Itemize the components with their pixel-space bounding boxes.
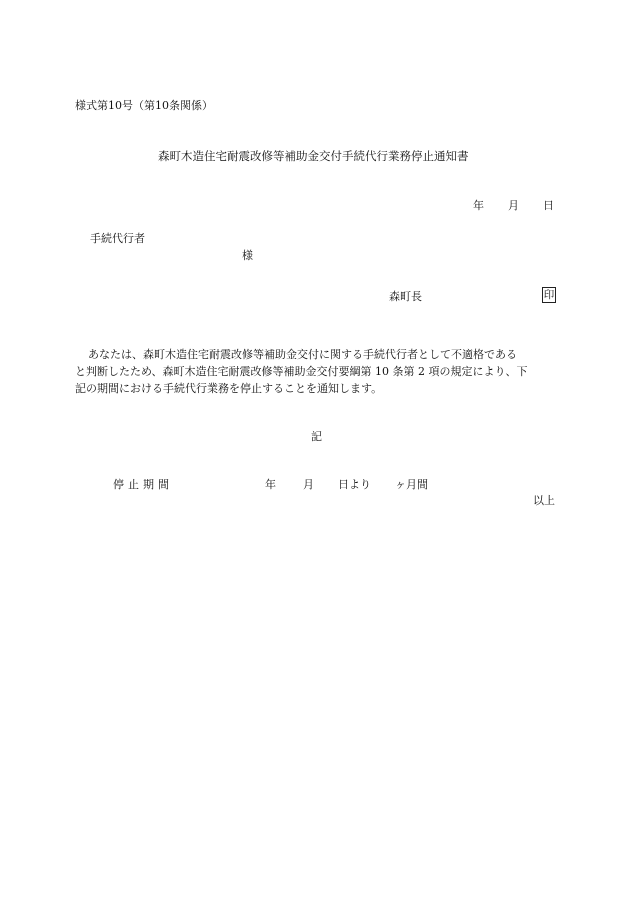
period-year: 年	[265, 478, 276, 491]
notice-body-line: と判断したため、森町木造住宅耐震改修等補助金交付要綱第 10 条第 2 項の規定により、下	[75, 365, 528, 378]
date-line	[473, 200, 554, 211]
addressee-honorific: 様	[242, 249, 253, 262]
period-month: 月	[303, 478, 314, 491]
period-from: 日より	[338, 478, 371, 491]
addressee-label: 手続代行者	[90, 232, 145, 245]
date-month: 月	[508, 199, 519, 212]
date-day: 日	[543, 199, 554, 212]
notice-body-line: 記の期間における手続代行業務を停止することを通知します。	[75, 382, 383, 395]
date-year: 年	[473, 199, 484, 212]
document-title: 森町木造住宅耐震改修等補助金交付手続代行業務停止通知書	[158, 149, 469, 163]
sender-name: 森町長	[389, 290, 422, 303]
end-mark: 以上	[533, 494, 555, 507]
notice-body	[75, 346, 559, 397]
suspension-period-value	[265, 479, 428, 490]
form-number: 様式第10号（第10条関係）	[75, 99, 213, 112]
ki-heading: 記	[311, 430, 322, 443]
seal-mark: 印	[542, 287, 556, 303]
suspension-period-label: 停止期間	[113, 478, 173, 491]
period-months: ヶ月間	[395, 478, 428, 491]
notice-body-line: あなたは、森町木造住宅耐震改修等補助金交付に関する手続代行者として不適格である	[88, 348, 517, 361]
